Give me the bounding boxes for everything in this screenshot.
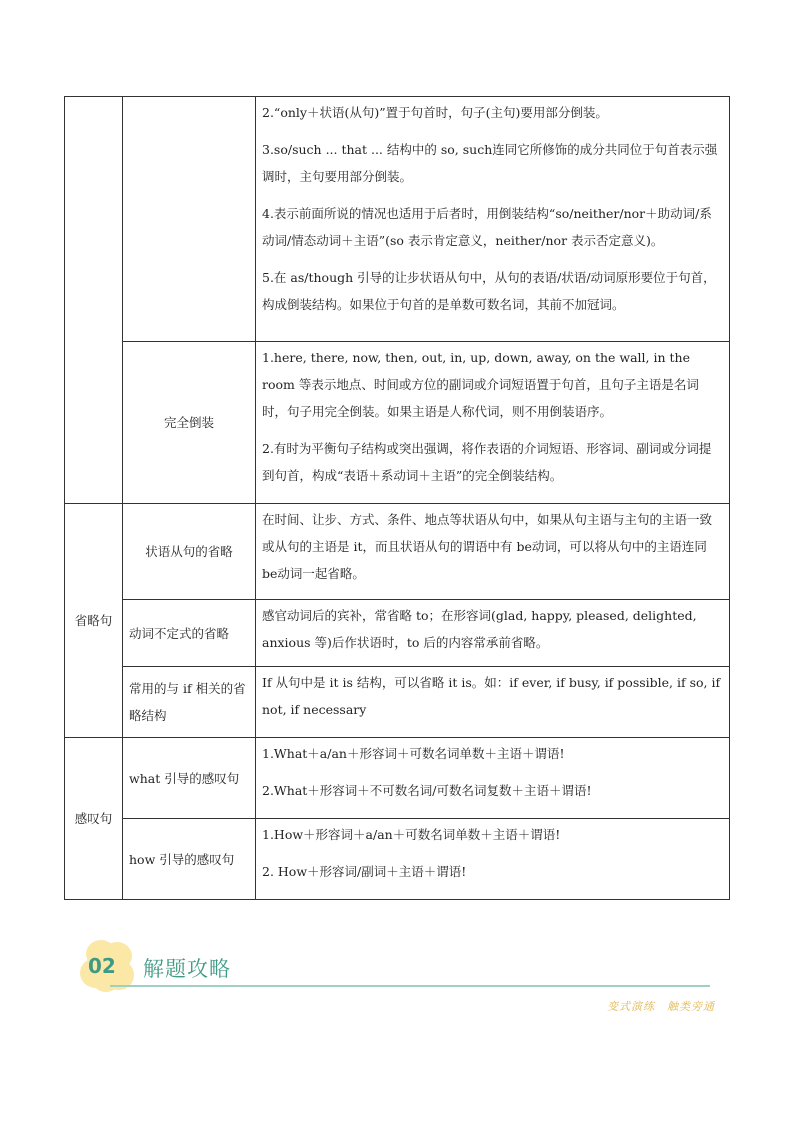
table-row xyxy=(65,819,730,900)
rule-item: 1.here, there, now, then, out, in, up, down, away, on the wall, in the room 等表示地点、时间或方位的副词或介词短语置于句首，且句子主语是名词时，句子用完全倒装。如果主语是人称代词，则不用倒装语序。 xyxy=(262,350,699,419)
section-number-badge xyxy=(80,940,138,996)
rule-item: 4.表示前面所说的情况也适用于后者时，用倒装结构“so/neither/nor＋助动词/系动词/情态动词＋主语”(so 表示肯定意义，neither/nor 表示否定意义)。 xyxy=(262,206,712,248)
rule-item: 3.so/such ... that ... 结构中的 so, such连同它所修饰的成分共同位于句首表示强调时，主句要用部分倒装。 xyxy=(262,142,718,184)
adverbial-ellipsis-label: 状语从句的省略 xyxy=(123,504,256,600)
rule-item: 5.在 as/though 引导的让步状语从句中，从句的表语/状语/动词原形要位于句首，构成倒装结构。如果位于句首的是单数可数名词，其前不加冠词。 xyxy=(262,270,716,312)
full-inversion-content xyxy=(256,342,730,504)
rule-item: If 从句中是 it is 结构，可以省略 it is。如：if ever, if busy, if possible, if so, if not, if necessary xyxy=(262,675,721,717)
full-inversion-label: 完全倒装 xyxy=(123,342,256,504)
what-exclamation-label: what 引导的感叹句 xyxy=(123,738,256,819)
ellipsis-category: 省略句 xyxy=(65,504,123,738)
table-row xyxy=(65,738,730,819)
grammar-table xyxy=(64,96,730,900)
partial-inversion-label-cell xyxy=(123,97,256,342)
how-exclamation-label: how 引导的感叹句 xyxy=(123,819,256,900)
if-ellipsis-label: 常用的与 if 相关的省略结构 xyxy=(123,667,256,738)
table-row xyxy=(65,342,730,504)
if-ellipsis-content xyxy=(256,667,730,738)
rule-item: 感官动词后的宾补，常省略 to；在形容词(glad, happy, pleased, delighted, anxious 等)后作状语时，to 后的内容常承前省略。 xyxy=(262,608,697,650)
inversion-category-cell xyxy=(65,97,123,504)
rule-item: 2.有时为平衡句子结构或突出强调，将作表语的介词短语、形容词、副词或分词提到句首，构成“表语＋系动词＋主语”的完全倒装结构。 xyxy=(262,441,712,483)
section-number: 02 xyxy=(88,954,116,978)
infinitive-ellipsis-label: 动词不定式的省略 xyxy=(123,600,256,667)
rule-item: 2.“only＋状语(从句)”置于句首时，句子(主句)要用部分倒装。 xyxy=(262,105,608,120)
adverbial-ellipsis-content xyxy=(256,504,730,600)
table-row xyxy=(65,667,730,738)
what-exclamation-content xyxy=(256,738,730,819)
section-title: 解题攻略 xyxy=(143,957,231,981)
rule-item: 1.How＋形容词＋a/an＋可数名词单数＋主语＋谓语! xyxy=(262,827,561,842)
rule-item: 2.What＋形容词＋不可数名词/可数名词复数＋主语＋谓语! xyxy=(262,783,592,798)
exclamation-category: 感叹句 xyxy=(65,738,123,900)
table-row xyxy=(65,504,730,600)
partial-inversion-content xyxy=(256,97,730,342)
section-header xyxy=(80,940,720,1020)
table-row xyxy=(65,97,730,342)
rule-item: 在时间、让步、方式、条件、地点等状语从句中，如果从句主语与主句的主语一致或从句的主语是 it，而且状语从句的谓语中有 be动词，可以将从句中的主语连同 be动词一起省略。 xyxy=(262,512,713,581)
rule-item: 2. How＋形容词/副词＋主语＋谓语! xyxy=(262,864,467,879)
table-row xyxy=(65,600,730,667)
rule-item: 1.What＋a/an＋形容词＋可数名词单数＋主语＋谓语! xyxy=(262,746,565,761)
how-exclamation-content xyxy=(256,819,730,900)
section-divider xyxy=(110,985,710,987)
infinitive-ellipsis-content xyxy=(256,600,730,667)
section-tagline: 变式演练 触类旁通 xyxy=(607,1000,715,1013)
